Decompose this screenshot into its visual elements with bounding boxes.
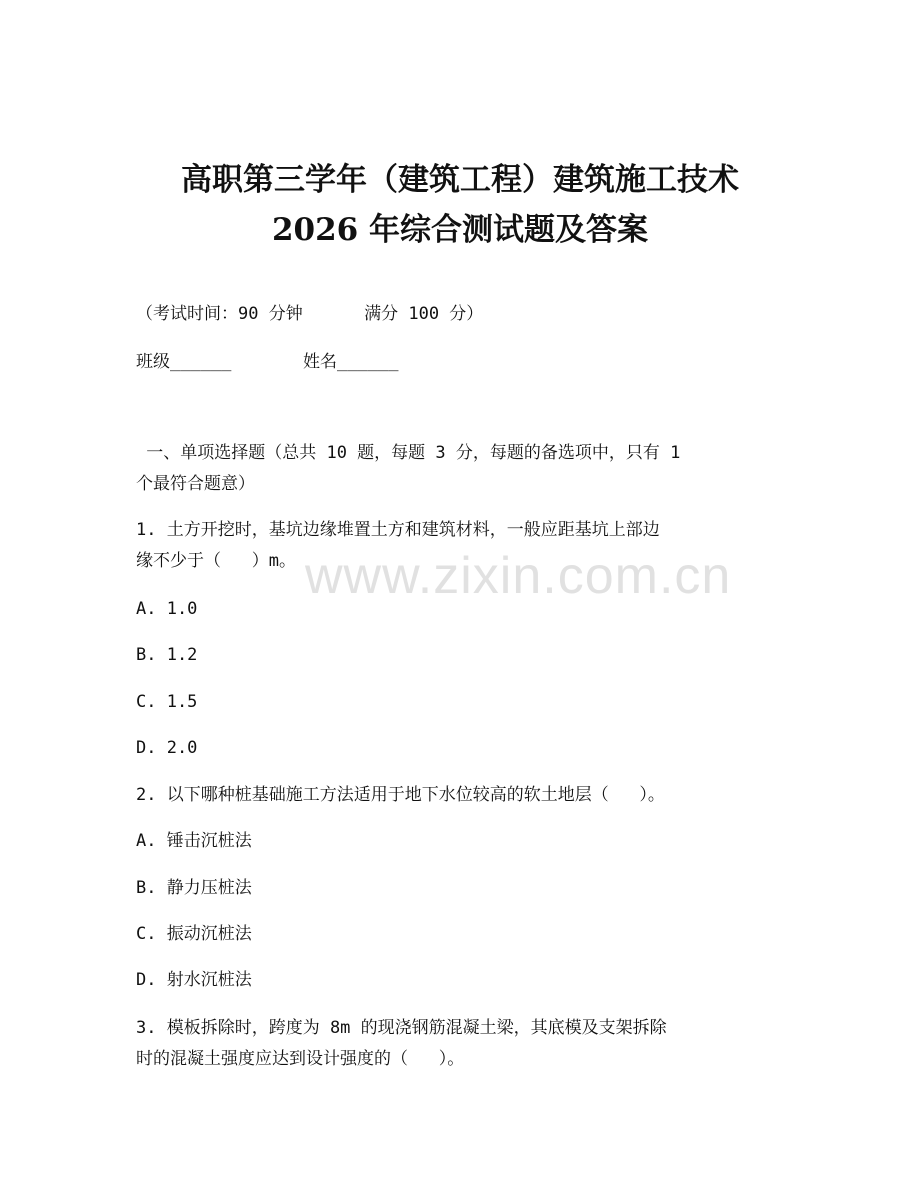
document-title-line1: 高职第三学年（建筑工程）建筑施工技术 — [181, 162, 739, 198]
question-2-stem: 2. 以下哪种桩基础施工方法适用于地下水位较高的软土地层（ ）。 — [136, 785, 665, 805]
question-2-option-d: D. 射水沉桩法 — [136, 970, 252, 990]
question-1-option-d: D. 2.0 — [136, 738, 198, 758]
question-2-option-b: B. 静力压桩法 — [136, 878, 252, 898]
exam-info: （考试时间：90 分钟 满分 100 分） — [136, 304, 484, 324]
student-fields: 班级______ 姓名______ — [136, 352, 399, 372]
question-1-option-b: B. 1.2 — [136, 645, 198, 665]
question-1-stem-line1: 1. 土方开挖时，基坑边缘堆置土方和建筑材料，一般应距基坑上部边 — [136, 520, 660, 540]
question-3-stem-line1: 3. 模板拆除时，跨度为 8m 的现浇钢筋混凝土梁，其底模及支架拆除 — [136, 1018, 667, 1038]
question-1-option-a: A. 1.0 — [136, 599, 198, 619]
section-heading-line2: 个最符合题意） — [136, 474, 255, 494]
question-2-option-a: A. 锤击沉桩法 — [136, 831, 252, 851]
watermark: www.zixin.com.cn — [305, 547, 732, 605]
document-title-line2: 2026 年综合测试题及答案 — [271, 212, 649, 248]
question-3-stem-line2: 时的混凝土强度应达到设计强度的（ ）。 — [136, 1049, 465, 1069]
section-heading-line1: 一、单项选择题（总共 10 题，每题 3 分，每题的备选项中，只有 1 — [136, 443, 681, 463]
question-1-stem-line2: 缘不少于（ ）m。 — [136, 551, 296, 571]
question-1-option-c: C. 1.5 — [136, 692, 198, 712]
question-2-option-c: C. 振动沉桩法 — [136, 924, 252, 944]
